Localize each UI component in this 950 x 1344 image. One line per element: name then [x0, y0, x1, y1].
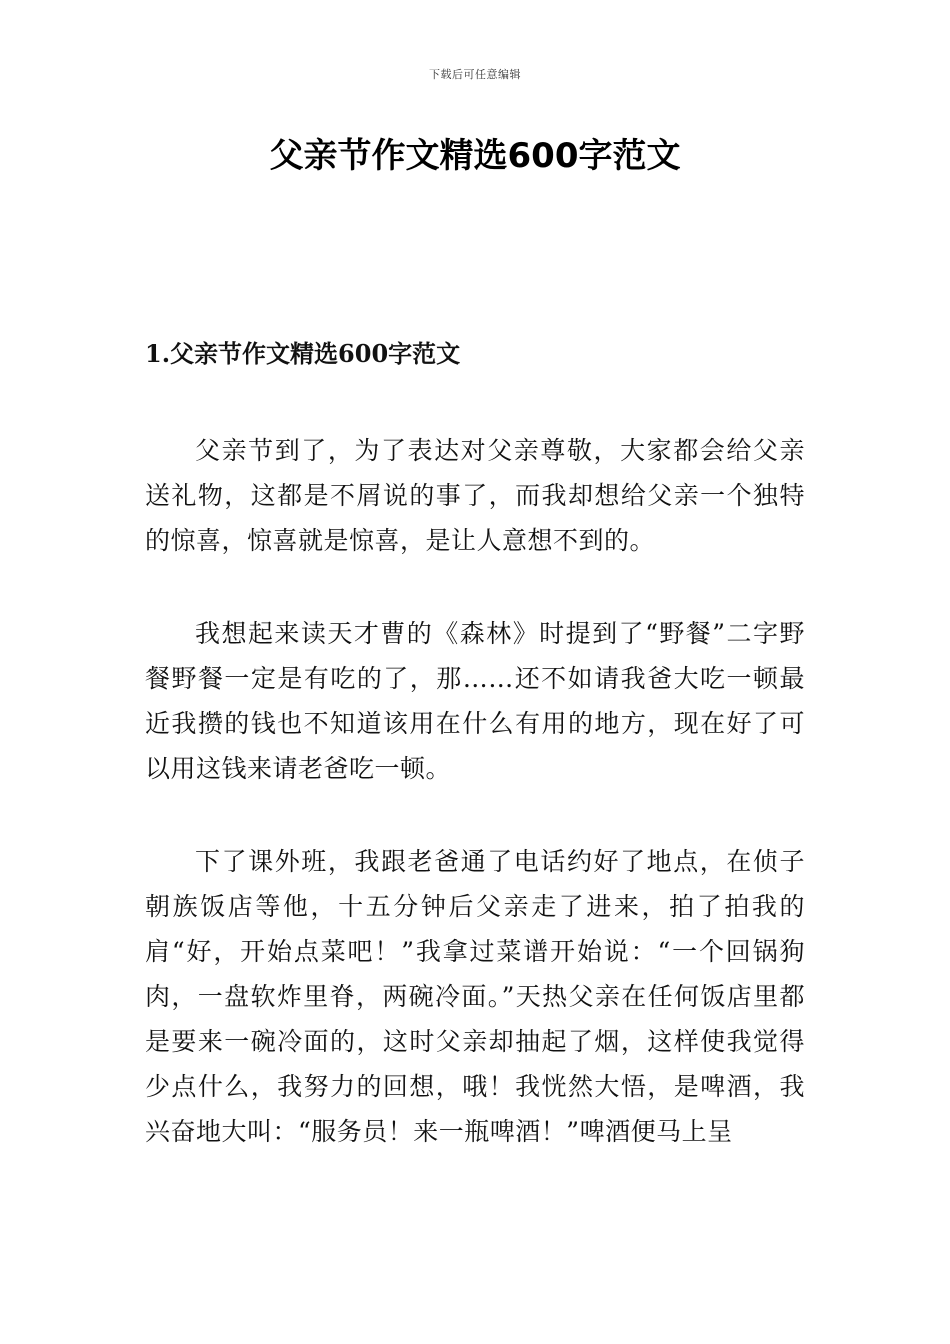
document-body — [145, 428, 805, 1202]
document-title: 父亲节作文精选600字范文 — [269, 136, 681, 176]
section-heading: 1.父亲节作文精选600字范文 — [145, 339, 461, 368]
paragraph-2: 我想起来读天才曹的《森林》时提到了“野餐”二字野餐野餐一定是有吃的了，那……还不如请我爸大吃一顿最近我攒的钱也不知道该用在什么有用的地方，现在好了可以用这钱来请老爸吃一顿。 — [145, 619, 805, 783]
paragraph-3: 下了课外班，我跟老爸通了电话约好了地点，在侦子朝族饭店等他，十五分钟后父亲走了进来，拍了拍我的肩“好，开始点菜吧！”我拿过菜谱开始说：“一个回锅狗肉，一盘软炸里脊，两碗冷面。”天热父亲在任何饭店里都是要来一碗冷面的，这时父亲却抽起了烟，这样使我觉得少点什么，我努力的回想，哦！我恍然大悟，是啤酒，我兴奋地大叫：“服务员！来一瓶啤酒！”啤酒便马上呈 — [145, 847, 805, 1146]
header-note: 下载后可任意编辑 — [429, 68, 521, 81]
paragraph-1: 父亲节到了，为了表达对父亲尊敬，大家都会给父亲送礼物，这都是不屑说的事了，而我却想给父亲一个独特的惊喜，惊喜就是惊喜，是让人意想不到的。 — [145, 436, 805, 555]
